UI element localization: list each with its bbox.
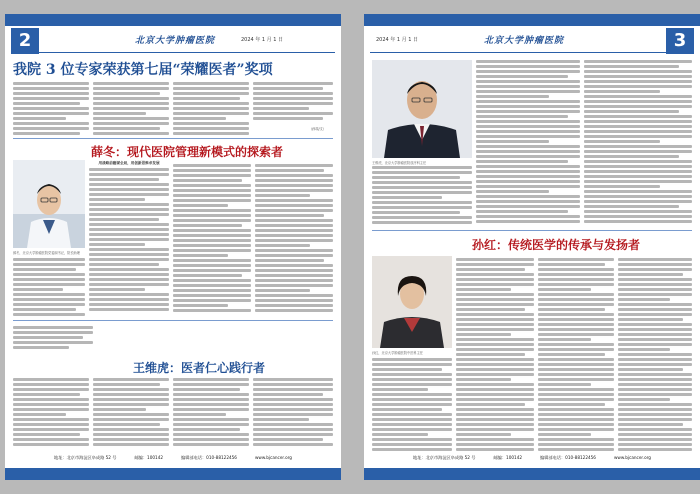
article-2-column-1 <box>89 168 169 316</box>
footer-postcode: 邮编：100142 <box>134 455 164 460</box>
top-color-bar <box>5 14 341 26</box>
article-1-column-2 <box>93 82 169 136</box>
article-4-column-2 <box>538 258 614 454</box>
portrait-photo-sunhong <box>372 256 452 348</box>
masthead-title: 北京大学肿瘤医院 <box>484 36 565 46</box>
article-3-column-4 <box>253 378 333 452</box>
article-3-continued-col-2 <box>476 60 580 226</box>
article-3-continued-col-3 <box>584 60 692 226</box>
article-1-column-4 <box>253 82 333 122</box>
article-1-column-3 <box>173 82 249 136</box>
article-3-column-1 <box>13 378 89 452</box>
article-separator-2 <box>13 320 333 321</box>
page-footer <box>364 455 700 462</box>
article-3-column-3 <box>173 378 249 452</box>
article-2-column-0 <box>13 258 85 318</box>
footer-address: 地址：北京市海淀区阜成路 52 号 <box>54 455 117 460</box>
footer-postcode: 邮编：100142 <box>493 455 523 460</box>
page-number: 2 <box>11 28 39 54</box>
bottom-color-bar <box>364 468 700 480</box>
article-separator <box>13 138 333 139</box>
newspaper-page-3 <box>364 14 700 480</box>
masthead-title: 北京大学肿瘤医院 <box>135 36 216 46</box>
footer-phone: 编辑部电话：010-88122456 <box>540 455 596 460</box>
headline-wangweihu: 王维虎：医者仁心践行者 <box>133 361 266 375</box>
newspaper-page-2 <box>5 14 341 480</box>
author-tag: （孙琰/文） <box>309 127 327 131</box>
article-separator <box>372 230 692 231</box>
page-footer <box>5 455 341 462</box>
bottom-color-bar <box>5 468 341 480</box>
footer-phone: 编辑部电话：010-88122456 <box>181 455 237 460</box>
header-rule <box>11 52 335 53</box>
portrait-photo-wangweihu <box>372 60 472 158</box>
article-1-column-1 <box>13 82 89 136</box>
footer-website: www.bjcancer.org <box>613 455 651 460</box>
article-4-column-0 <box>372 358 452 454</box>
article-3-continued-col-1 <box>372 166 472 226</box>
article-3-top-column <box>13 326 93 354</box>
article-2-column-3 <box>255 164 333 316</box>
article-3-column-2 <box>93 378 169 452</box>
article-4-column-3 <box>618 258 692 454</box>
article-2-column-2 <box>173 164 251 316</box>
headline-award: 我院 3 位专家荣获第七届“荣耀医者”奖项 <box>13 62 273 78</box>
footer-website: www.bjcancer.org <box>254 455 292 460</box>
photo-caption-wangweihu: 王维虎，北京大学肿瘤医院放疗科主任 <box>372 161 427 165</box>
issue-date: 2024 年 1 月 1 日 <box>241 37 284 43</box>
headline-sunhong: 孙红：传统医学的传承与发扬者 <box>472 238 641 252</box>
photo-caption-xuedong: 薛冬，北京大学肿瘤医院党委副书记，院长助理 <box>13 251 80 255</box>
portrait-photo-xuedong <box>13 160 85 248</box>
top-color-bar <box>364 14 700 26</box>
headline-xuedong: 薛冬：现代医院管理新模式的探索者 <box>91 145 284 159</box>
photo-caption-sunhong: 孙红，北京大学肿瘤医院中医科主任 <box>372 351 423 355</box>
footer-address: 地址：北京市海淀区阜成路 52 号 <box>413 455 476 460</box>
page-number: 3 <box>666 28 694 54</box>
issue-date: 2024 年 1 月 1 日 <box>376 37 419 43</box>
article-4-column-1 <box>456 258 534 454</box>
section-subhead: 用战略前瞻谋全局，用创新思维求发展 <box>98 161 160 165</box>
header-rule <box>370 52 694 53</box>
